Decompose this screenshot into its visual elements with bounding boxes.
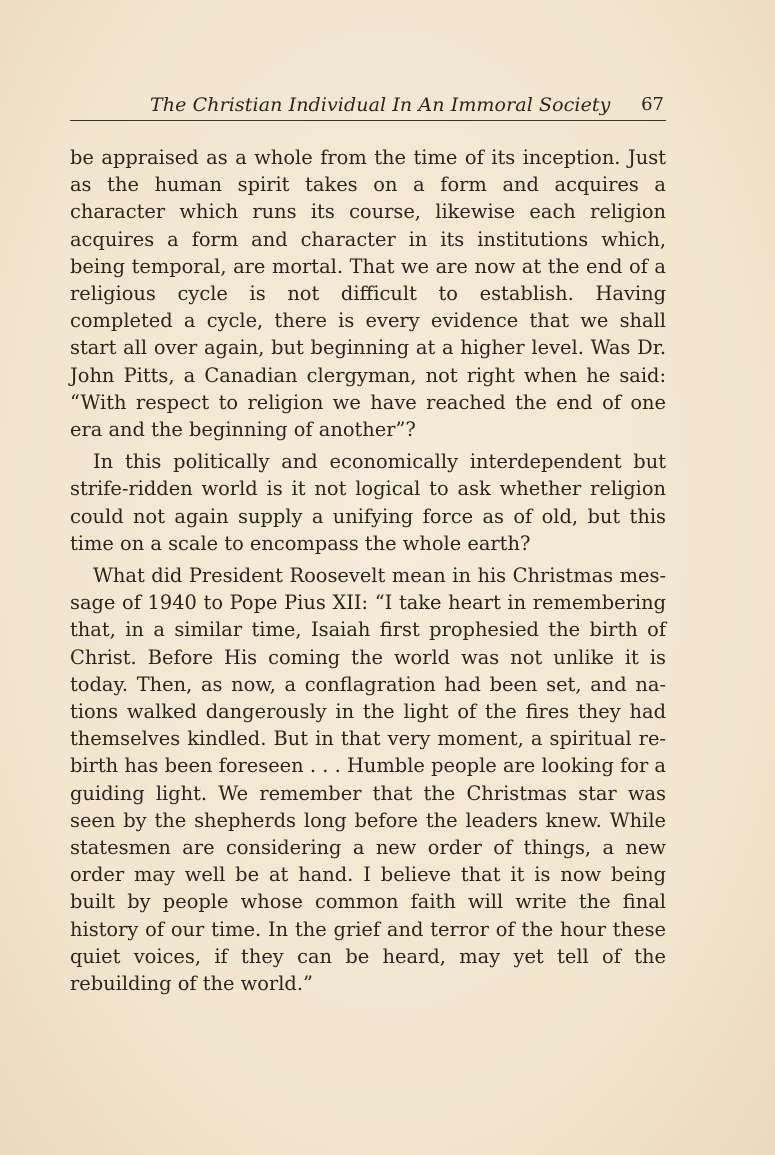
running-title: The Christian Individual In An Immoral Society xyxy=(150,94,611,116)
body-text xyxy=(70,144,666,1002)
paragraph-continuation: be appraised as a whole from the time of its inception. Just as the human spirit takes on a form and acquires a character which runs its course, likewise each religion acquires a form and character in its institutions which, being temporal, are mortal. That we are now at the end of a religious cycle is not difficult to establish. Having completed a cycle, there is every evidence that we shall start all over again, but beginning at a higher level. Was Dr. John Pitts, a Canadian clergyman, not right when he said: “With respect to religion we have reached the end of one era and the beginning of another”? xyxy=(70,146,666,442)
paragraph-religion-question: In this politically and economically interdependent but strife-ridden world is it not logical to ask whether religion could not again supply a unifying force as of old, but this time on a scale to encompass the whole earth? xyxy=(70,450,666,555)
page-number: 67 xyxy=(641,94,664,115)
paragraph-roosevelt-message: What did President Roosevelt mean in his Christmas message of 1940 to Pope Pius XII: “I take heart in remembering that, in a similar time, Isaiah first prophesied the birth of Christ. Before His coming the world was not unlike it is today. Then, as now, a conflagration had been set, and nations walked dangerously in the light of the fires they had themselves kindled. But in that very moment, a spiritual rebirth has been foreseen . . . Humble people are looking for a guiding light. We remember that the Christmas star was seen by the shepherds long before the leaders knew. While statesmen are considering a new order of things, a new order may well be at hand. I believe that it is now being built by people whose common faith will write the final history of our time. In the grief and terror of the hour these quiet voices, if they can be heard, may yet tell of the rebuilding of the world.” xyxy=(70,564,666,996)
running-header xyxy=(70,92,666,121)
